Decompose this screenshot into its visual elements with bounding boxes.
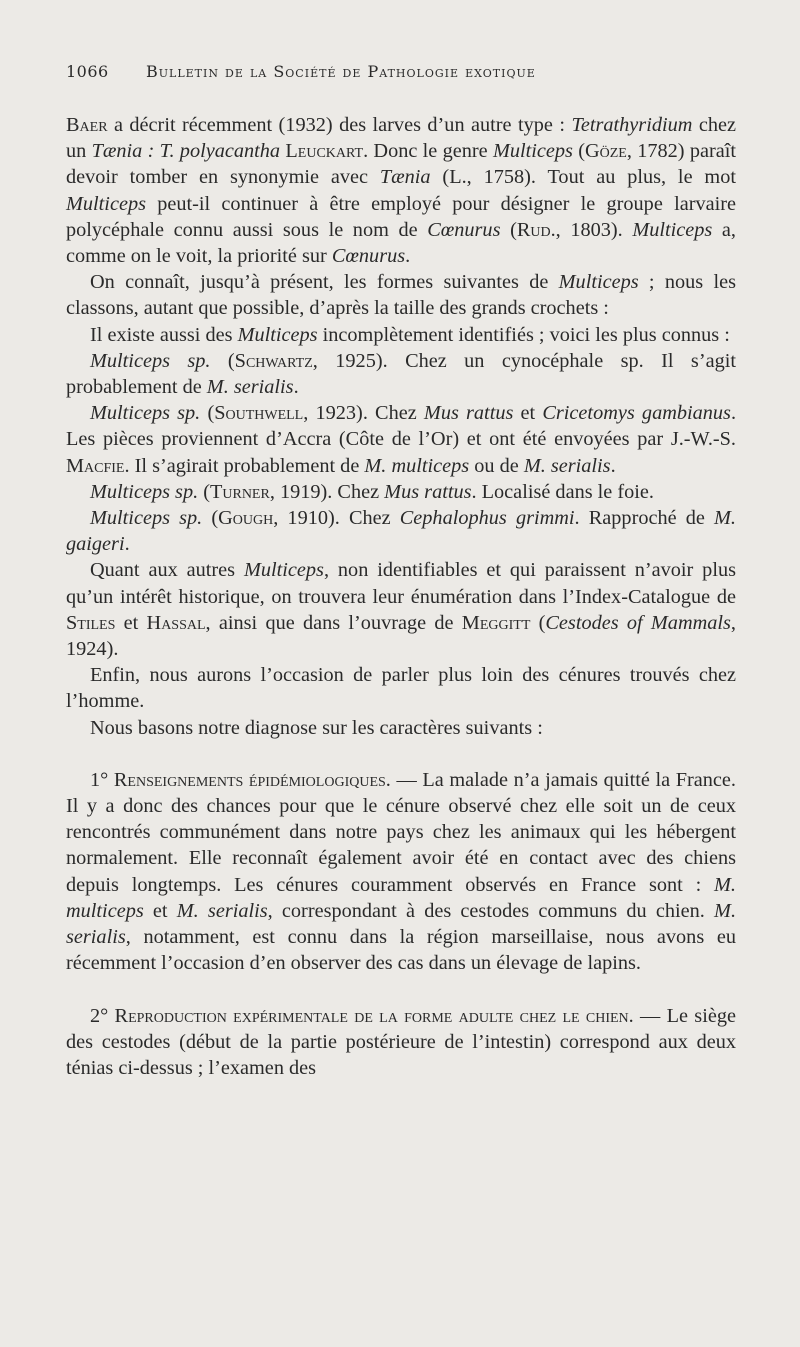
paragraph-enfin: Enfin, nous aurons l’occasion de parler plus loin des cénures trouvés chez l’homme.: [66, 664, 736, 713]
taxon-name: Mus rattus: [423, 402, 514, 425]
running-title: Bulletin de la Société de Pathologie exotique: [146, 62, 536, 81]
author-name: Meggitt: [461, 611, 531, 634]
text-run: et: [115, 611, 147, 634]
text-run: incomplètement identifiés ; voici les plus connus :: [317, 323, 730, 346]
taxon-name: Cephalophus grimmi: [399, 507, 575, 530]
text-run: , 1925). Chez un cynocéphale sp. Il s’agit probablement de: [66, 349, 736, 399]
taxon-name: Tetrathyridium: [571, 114, 693, 136]
text-run: On connaît, jusqu’à présent, les formes suivantes de: [90, 271, 559, 294]
book-title: Cestodes of Mammals: [545, 611, 731, 634]
taxon-name: M. serialis: [523, 454, 611, 477]
author-name: Rud.: [516, 218, 556, 241]
text-run: peut-il continuer à être employé pour désigner le groupe larvaire polycéphale connu aussi sous le nom de: [66, 192, 736, 241]
taxon-name: M. serialis: [206, 376, 294, 399]
text-run: . Localisé dans le foie.: [471, 480, 654, 503]
text-run: , 1923). Chez: [303, 402, 424, 425]
text-run: .: [610, 454, 616, 477]
taxon-name: Multiceps: [558, 271, 639, 294]
entry-gough: [66, 505, 736, 557]
text-run: Quant aux autres: [90, 559, 244, 582]
section-heading: 1° Renseignements épidémiologiques.: [90, 768, 391, 791]
taxon-name: Tænia : T. polyacantha: [91, 140, 281, 163]
text-run: (L., 1758). Tout au plus, le mot: [430, 166, 736, 189]
taxon-name: Mus rattus: [384, 480, 472, 503]
text-run: a, comme on le voit, la priorité sur: [66, 218, 736, 268]
text-run: ; nous les classons, autant que possible, d’après la taille des grands crochets :: [66, 271, 736, 320]
paragraph-known-forms: [66, 269, 736, 321]
taxon-name: Multiceps: [243, 559, 324, 582]
author-name: Schwartz: [234, 349, 313, 372]
taxon-name: M. multiceps: [66, 873, 736, 922]
section-epidemiology: [66, 767, 736, 977]
section-reproduction: [66, 1003, 736, 1082]
text-run: .: [124, 533, 130, 556]
text-run: et: [513, 402, 543, 425]
author-name: Göze: [584, 140, 627, 163]
text-run: (: [500, 218, 517, 241]
text-run: (: [202, 507, 219, 530]
text-run: chez un: [66, 114, 736, 163]
page-number: 1066: [66, 62, 109, 81]
taxon-name: Cœnurus: [427, 218, 501, 241]
author-name: Gough: [218, 507, 274, 530]
text-run: , 1910). Chez: [273, 507, 400, 530]
text-run: , ainsi que dans l’ouvrage de: [205, 611, 462, 634]
author-name: Macfie: [66, 454, 125, 477]
paragraph-diagnose: Nous basons notre diagnose sur les caractères suivants :: [90, 716, 543, 739]
text-run: , correspondant à des cestodes communs du chien.: [267, 899, 715, 922]
text-run: ou de: [469, 454, 524, 477]
section-heading: 2° Reproduction expérimentale de la forme adulte chez le chien.: [90, 1004, 634, 1027]
text-run: — Le siège des cestodes (début de la partie postérieure de l’intestin) correspond aux deux ténias ci-dessus ; l’examen des: [66, 1004, 736, 1079]
text-run: , 1919). Chez: [269, 480, 385, 503]
taxon-name: Multiceps: [237, 323, 318, 346]
text-run: (: [210, 349, 235, 372]
text-run: .: [405, 245, 411, 268]
text-run: — La malade n’a jamais quitté la France. Il y a donc des chances pour que le cénure observé chez elle soit un de ceux rencontrés communément dans notre pays chez les animaux qui les hébergent normalement. Elle reconnaît également avoir été en contact avec des chiens depuis longtemps. Les cénures couramment observés en France sont :: [66, 768, 736, 896]
author-name: Turner: [209, 480, 270, 503]
entry-turner: [66, 479, 736, 505]
author-name: Stiles: [66, 611, 116, 634]
text-run: (: [530, 611, 546, 634]
taxon-name: M. serialis: [66, 899, 737, 949]
text-run: (: [200, 402, 215, 425]
author-name: Southwell: [214, 402, 304, 425]
taxon-name: M. multiceps: [364, 454, 470, 477]
text-run: . Donc le genre: [363, 140, 493, 163]
taxon-name: Tænia: [379, 166, 431, 189]
body-text: [66, 112, 736, 1081]
taxon-name: M. serialis: [176, 899, 268, 922]
entry-schwartz: [66, 348, 736, 400]
text-run: (: [572, 140, 585, 163]
paragraph-incomplete: [66, 322, 736, 348]
text-run: , notamment, est connu dans la région marseillaise, nous avons eu récemment l’occasion d’en observer des cas dans un élevage de lapins.: [66, 926, 736, 975]
taxon-name: Multiceps sp.: [90, 402, 201, 425]
taxon-name: Multiceps sp.: [90, 507, 203, 530]
text-run: , 1803).: [555, 218, 633, 241]
paragraph-baer: [66, 112, 736, 269]
taxon-name: Cœnurus: [331, 245, 406, 268]
taxon-name: Multiceps: [492, 140, 573, 163]
text-run: .: [293, 376, 299, 399]
text-run: . Les pièces proviennent d’Accra (Côte de l’Or) et ont été envoyées par J.-W.-S.: [66, 402, 737, 451]
author-name: Hassal: [146, 611, 206, 634]
text-run: , 1782) paraît devoir tomber en synonymie avec: [66, 140, 737, 189]
text-run: , non identifiables et qui paraissent n’avoir plus qu’un intérêt historique, on trouvera leur énumération dans l’Index-Catalogue de: [66, 559, 736, 608]
text-run: (: [198, 480, 210, 503]
text-run: a décrit récemment (1932) des larves d’un autre type :: [107, 114, 572, 136]
text-run: . Il s’agirait probablement de: [124, 454, 365, 477]
text-run: et: [143, 899, 177, 922]
taxon-name: Multiceps sp.: [90, 480, 199, 503]
taxon-name: Multiceps sp.: [90, 349, 211, 372]
taxon-name: Multiceps: [632, 218, 713, 241]
text-run: Il existe aussi des: [90, 323, 238, 346]
taxon-name: Multiceps: [66, 192, 146, 215]
paragraph-other-multiceps: [66, 557, 736, 662]
author-name: Leuckart: [285, 140, 364, 163]
taxon-name: Cricetomys gambianus: [542, 402, 731, 425]
author-name: Baer: [66, 114, 108, 136]
text-run: , 1924).: [66, 611, 736, 661]
text-run: . Rapproché de: [574, 507, 715, 530]
taxon-name: M. gaigeri: [66, 507, 736, 556]
running-header: [66, 62, 736, 81]
entry-southwell: [66, 400, 736, 479]
